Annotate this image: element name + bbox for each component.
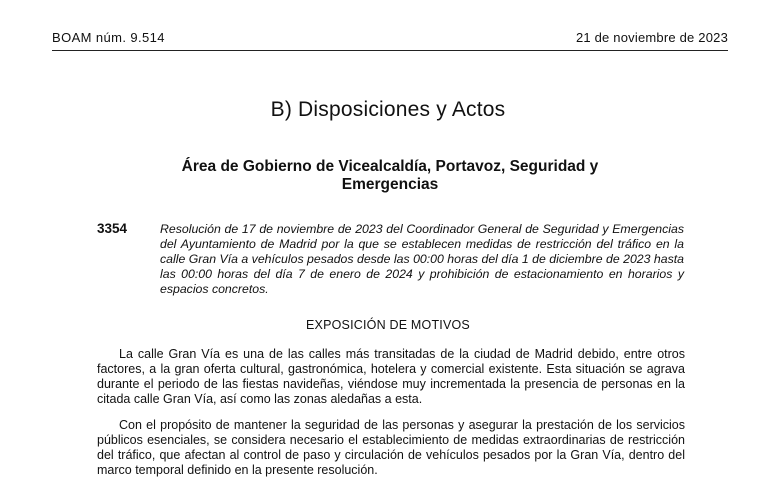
paragraph-2: Con el propósito de mantener la seguridad de las personas y asegurar la prestación de los servicios públicos esenciales, se considera necesario el establecimiento de medidas extraordinarias de restricción del tráfico, que afectan al control de paso y circulación de vehículos pesados por la Gran Vía, dentro del marco temporal definido en la presente resolución.: [97, 418, 685, 477]
bulletin-number: BOAM núm. 9.514: [52, 30, 165, 45]
paragraph-1: La calle Gran Vía es una de las calles más transitadas de la ciudad de Madrid debido, entre otros factores, a la gran oferta cultural, gastronómica, hotelera y comercial existente. Esta situación se agrava durante el periodo de las fiestas navideñas, viéndose muy incrementada la presencia de personas en la citada calle Gran Vía, así como las zonas aledañas a esta.: [97, 347, 685, 406]
area-title: Área de Gobierno de Vicealcaldía, Portavoz, Seguridad y Emergencias: [181, 158, 599, 193]
bulletin-date: 21 de noviembre de 2023: [575, 30, 728, 45]
page-header: [52, 30, 728, 51]
resolution-text: Resolución de 17 de noviembre de 2023 del Coordinador General de Seguridad y Emergencias del Ayuntamiento de Madrid por la que se establecen medidas de restricción del tráfico en la calle Gran Vía a vehículos pesados desde las 00:00 horas del día 1 de diciembre de 2023 hasta las 00:00 horas del día 7 de enero de 2024 y prohibición de estacionamiento en horarios y espacios concretos.: [160, 222, 684, 296]
section-title: B) Disposiciones y Actos: [270, 98, 506, 121]
motivos-heading: EXPOSICIÓN DE MOTIVOS: [306, 318, 470, 332]
resolution-number: 3354: [97, 221, 128, 236]
